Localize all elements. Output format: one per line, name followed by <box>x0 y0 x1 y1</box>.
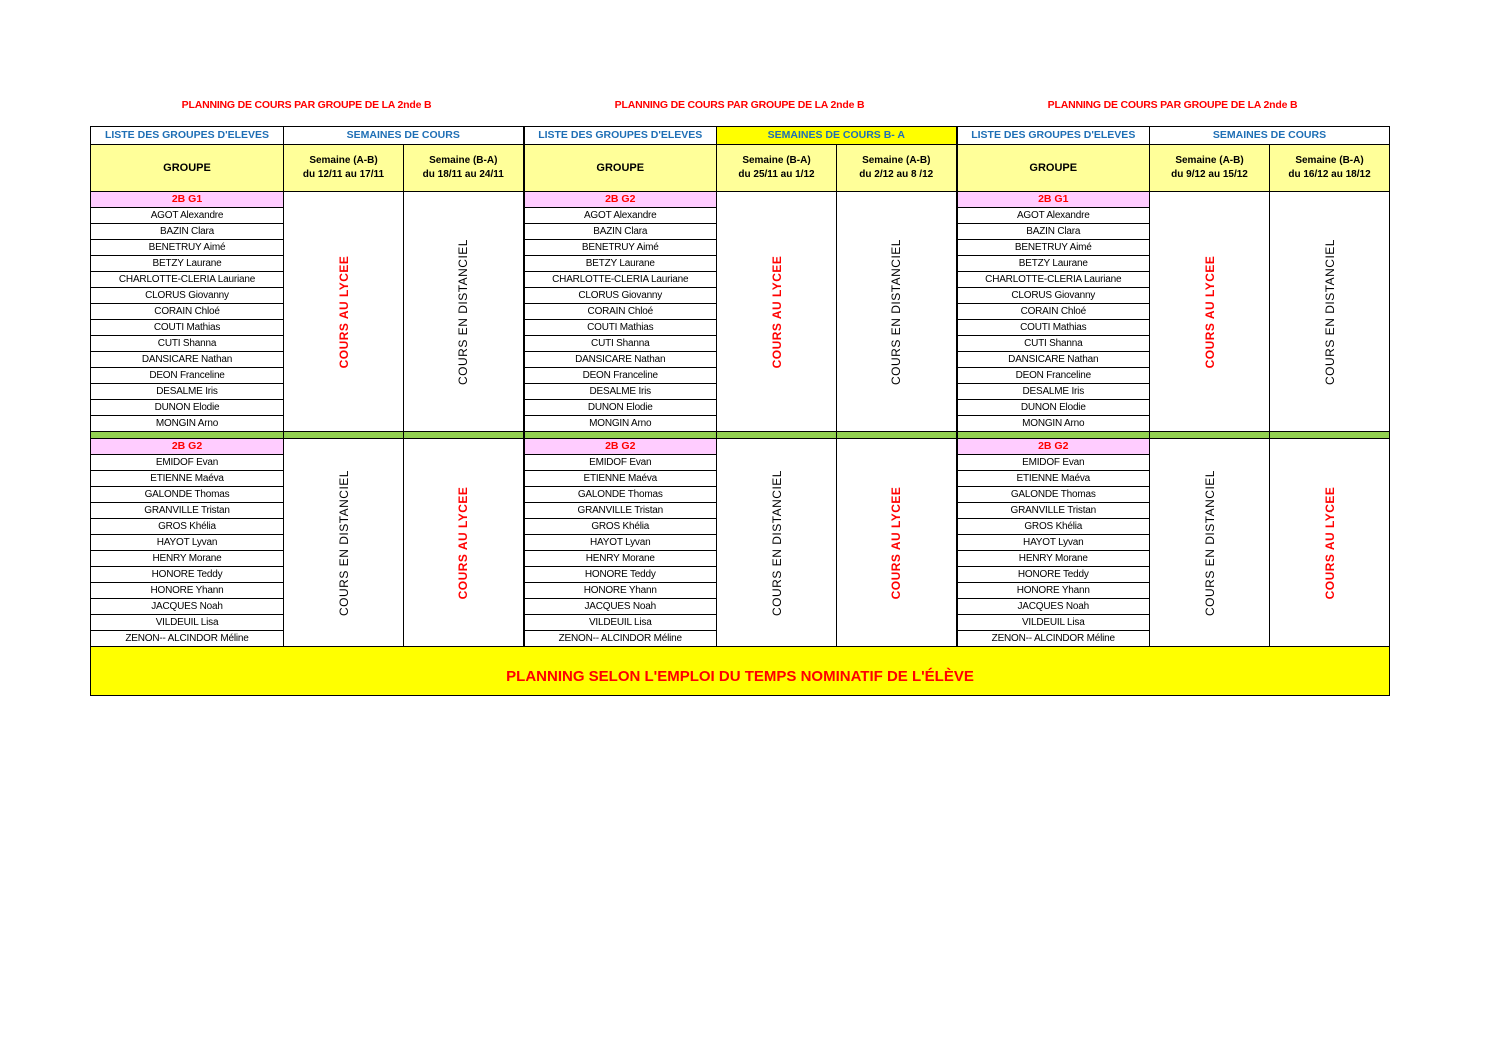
separator-cell <box>284 432 404 439</box>
student-name: BAZIN Clara <box>524 224 717 240</box>
student-name: GALONDE Thomas <box>91 487 284 503</box>
week-1-header <box>284 145 404 192</box>
student-name: HONORE Teddy <box>91 567 284 583</box>
separator-cell <box>1270 432 1390 439</box>
student-name: MONGIN Arno <box>524 416 717 432</box>
course-lycee-label: COURS AU LYCEE <box>336 255 351 368</box>
student-name: EMIDOF Evan <box>957 455 1150 471</box>
separator-cell <box>91 432 284 439</box>
student-name: BENETRUY Aimé <box>524 240 717 256</box>
groupe-label: GROUPE <box>957 145 1150 192</box>
student-name: EMIDOF Evan <box>524 455 717 471</box>
footer-row <box>91 647 1390 696</box>
student-name: HENRY Morane <box>91 551 284 567</box>
course-mode-cell <box>837 192 957 432</box>
week-2-header <box>404 145 524 192</box>
student-name: GALONDE Thomas <box>524 487 717 503</box>
student-name: BETZY Laurane <box>524 256 717 272</box>
student-name: CORAIN Chloé <box>957 304 1150 320</box>
week-label: Semaine (B-A) <box>1295 155 1364 166</box>
week-dates: du 2/12 au 8 /12 <box>859 169 934 180</box>
separator-cell <box>1150 432 1270 439</box>
student-name: GRANVILLE Tristan <box>91 503 284 519</box>
group-name: 2B G1 <box>91 192 284 208</box>
course-distanciel-label: COURS EN DISTANCIEL <box>1202 469 1217 616</box>
course-distanciel-label: COURS EN DISTANCIEL <box>1322 238 1337 385</box>
list-header: LISTE DES GROUPES D'ELEVES <box>524 127 717 145</box>
group-name: 2B G2 <box>91 439 284 455</box>
week-label: Semaine (A-B) <box>309 155 378 166</box>
student-name: CUTI Shanna <box>957 336 1150 352</box>
planning-title-2: PLANNING DE COURS PAR GROUPE DE LA 2nde B <box>614 99 865 111</box>
student-name: HONORE Yhann <box>91 583 284 599</box>
week-dates: du 25/11 au 1/12 <box>738 169 815 180</box>
student-name: DESALME Iris <box>957 384 1150 400</box>
student-name: GRANVILLE Tristan <box>524 503 717 519</box>
student-name: HAYOT Lyvan <box>524 535 717 551</box>
week-dates: du 18/11 au 24/11 <box>422 169 504 180</box>
separator-cell <box>957 432 1150 439</box>
student-name: VILDEUIL Lisa <box>91 615 284 631</box>
student-name: CHARLOTTE-CLERIA Lauriane <box>524 272 717 288</box>
student-name: DANSICARE Nathan <box>91 352 284 368</box>
list-header: LISTE DES GROUPES D'ELEVES <box>957 127 1150 145</box>
student-name: COUTI Mathias <box>91 320 284 336</box>
student-name: GALONDE Thomas <box>957 487 1150 503</box>
student-name: HAYOT Lyvan <box>957 535 1150 551</box>
student-name: HONORE Teddy <box>524 567 717 583</box>
group-name: 2B G1 <box>957 192 1150 208</box>
student-name: MONGIN Arno <box>957 416 1150 432</box>
course-mode-cell <box>1150 439 1270 647</box>
student-name: CLORUS Giovanny <box>91 288 284 304</box>
student-name: VILDEUIL Lisa <box>524 615 717 631</box>
student-name: AGOT Alexandre <box>91 208 284 224</box>
student-name: HONORE Yhann <box>957 583 1150 599</box>
separator-cell <box>837 432 957 439</box>
course-lycee-label: COURS AU LYCEE <box>1202 255 1217 368</box>
weeks-header: SEMAINES DE COURS B- A <box>717 127 957 145</box>
week-label: Semaine (A-B) <box>862 155 931 166</box>
course-mode-cell <box>1270 439 1390 647</box>
separator-cell <box>524 432 717 439</box>
groupe-label: GROUPE <box>524 145 717 192</box>
course-distanciel-label: COURS EN DISTANCIEL <box>769 469 784 616</box>
student-name: HENRY Morane <box>957 551 1150 567</box>
student-name: CHARLOTTE-CLERIA Lauriane <box>91 272 284 288</box>
course-distanciel-label: COURS EN DISTANCIEL <box>889 238 904 385</box>
week-dates: du 9/12 au 15/12 <box>1171 169 1248 180</box>
student-name: JACQUES Noah <box>524 599 717 615</box>
group-separator <box>91 432 1390 439</box>
student-name: ZENON-- ALCINDOR Méline <box>524 631 717 647</box>
student-name: CUTI Shanna <box>524 336 717 352</box>
weeks-header: SEMAINES DE COURS <box>1150 127 1390 145</box>
course-mode-cell <box>1270 192 1390 432</box>
student-name: MONGIN Arno <box>91 416 284 432</box>
student-name: DESALME Iris <box>91 384 284 400</box>
header-row-weeks <box>91 145 1390 192</box>
group2-name-row <box>91 439 1390 455</box>
student-name: JACQUES Noah <box>957 599 1150 615</box>
student-name: HONORE Teddy <box>957 567 1150 583</box>
student-name: DANSICARE Nathan <box>524 352 717 368</box>
week-2-header <box>837 145 957 192</box>
group-name: 2B G2 <box>524 439 717 455</box>
student-name: CLORUS Giovanny <box>524 288 717 304</box>
groupe-label: GROUPE <box>91 145 284 192</box>
group-name: 2B G2 <box>524 192 717 208</box>
weeks-header: SEMAINES DE COURS <box>284 127 524 145</box>
course-distanciel-label: COURS EN DISTANCIEL <box>456 238 471 385</box>
week-1-header <box>717 145 837 192</box>
course-lycee-label: COURS AU LYCEE <box>889 486 904 599</box>
student-name: GRANVILLE Tristan <box>957 503 1150 519</box>
student-name: COUTI Mathias <box>957 320 1150 336</box>
course-lycee-label: COURS AU LYCEE <box>456 486 471 599</box>
student-name: DUNON Elodie <box>91 400 284 416</box>
course-mode-cell <box>1150 192 1270 432</box>
student-name: ETIENNE Maéva <box>524 471 717 487</box>
week-label: Semaine (B-A) <box>429 155 498 166</box>
student-name: BAZIN Clara <box>957 224 1150 240</box>
student-name: JACQUES Noah <box>91 599 284 615</box>
course-mode-cell <box>284 192 404 432</box>
course-distanciel-label: COURS EN DISTANCIEL <box>336 469 351 616</box>
student-name: HENRY Morane <box>524 551 717 567</box>
student-name: DEON Franceline <box>524 368 717 384</box>
planning-table <box>90 126 1390 696</box>
week-2-header <box>1270 145 1390 192</box>
student-name: CORAIN Chloé <box>91 304 284 320</box>
student-name: CUTI Shanna <box>91 336 284 352</box>
course-mode-cell <box>837 439 957 647</box>
student-name: VILDEUIL Lisa <box>957 615 1150 631</box>
course-mode-cell <box>284 439 404 647</box>
group-name: 2B G2 <box>957 439 1150 455</box>
group1-name-row <box>91 192 1390 208</box>
student-name: BAZIN Clara <box>91 224 284 240</box>
student-name: BETZY Laurane <box>91 256 284 272</box>
course-lycee-label: COURS AU LYCEE <box>1322 486 1337 599</box>
student-name: DUNON Elodie <box>957 400 1150 416</box>
course-mode-cell <box>404 439 524 647</box>
week-dates: du 12/11 au 17/11 <box>302 169 385 180</box>
student-name: ETIENNE Maéva <box>957 471 1150 487</box>
separator-cell <box>717 432 837 439</box>
student-name: ETIENNE Maéva <box>91 471 284 487</box>
week-label: Semaine (B-A) <box>742 155 811 166</box>
student-name: CORAIN Chloé <box>524 304 717 320</box>
student-name: BENETRUY Aimé <box>957 240 1150 256</box>
header-row-titles <box>91 127 1390 145</box>
student-name: DANSICARE Nathan <box>957 352 1150 368</box>
student-name: DESALME Iris <box>524 384 717 400</box>
student-name: DEON Franceline <box>957 368 1150 384</box>
student-name: DEON Franceline <box>91 368 284 384</box>
student-name: BENETRUY Aimé <box>91 240 284 256</box>
course-mode-cell <box>717 192 837 432</box>
student-name: HONORE Yhann <box>524 583 717 599</box>
course-mode-cell <box>404 192 524 432</box>
student-name: GROS Khélia <box>91 519 284 535</box>
student-name: HAYOT Lyvan <box>91 535 284 551</box>
student-name: GROS Khélia <box>524 519 717 535</box>
student-name: DUNON Elodie <box>524 400 717 416</box>
student-name: ZENON-- ALCINDOR Méline <box>957 631 1150 647</box>
course-mode-cell <box>717 439 837 647</box>
week-label: Semaine (A-B) <box>1175 155 1244 166</box>
student-name: COUTI Mathias <box>524 320 717 336</box>
week-dates: du 16/12 au 18/12 <box>1288 169 1371 180</box>
planning-title-3: PLANNING DE COURS PAR GROUPE DE LA 2nde B <box>1047 99 1298 111</box>
student-name: AGOT Alexandre <box>524 208 717 224</box>
student-name: AGOT Alexandre <box>957 208 1150 224</box>
course-lycee-label: COURS AU LYCEE <box>769 255 784 368</box>
planning-title-1: PLANNING DE COURS PAR GROUPE DE LA 2nde B <box>181 99 432 111</box>
list-header: LISTE DES GROUPES D'ELEVES <box>91 127 284 145</box>
student-name: BETZY Laurane <box>957 256 1150 272</box>
student-name: EMIDOF Evan <box>91 455 284 471</box>
student-name: ZENON-- ALCINDOR Méline <box>91 631 284 647</box>
week-1-header <box>1150 145 1270 192</box>
student-name: CHARLOTTE-CLERIA Lauriane <box>957 272 1150 288</box>
student-name: CLORUS Giovanny <box>957 288 1150 304</box>
separator-cell <box>404 432 524 439</box>
student-name: GROS Khélia <box>957 519 1150 535</box>
footer-note: PLANNING SELON L'EMPLOI DU TEMPS NOMINATIF DE L'ÉLÈVE <box>91 647 1390 696</box>
